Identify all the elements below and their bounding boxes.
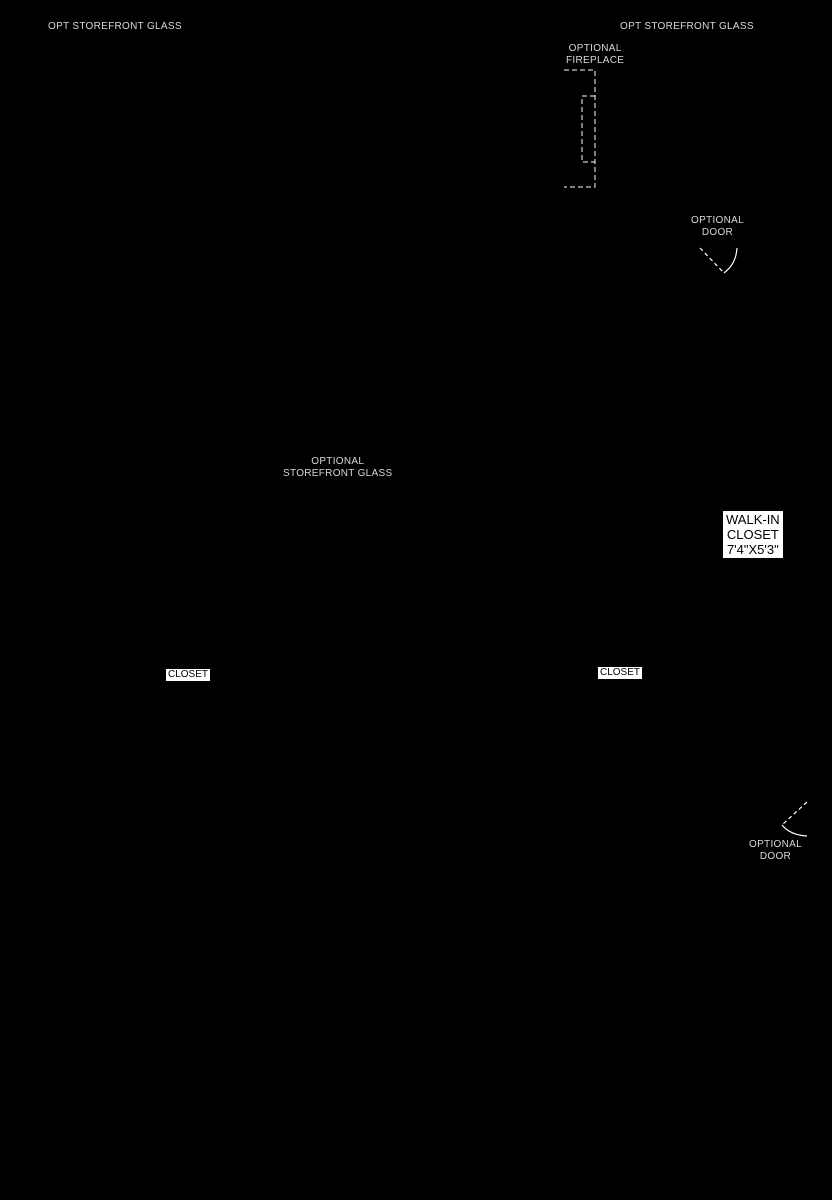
- optional-door-upper-label-line1: OPTIONAL: [691, 215, 744, 226]
- opt-storefront-glass-left-label: OPT STOREFRONT GLASS: [48, 21, 182, 32]
- walk-in-closet-tag: [723, 511, 783, 558]
- walk-in-closet-line1: WALK-IN: [726, 512, 780, 527]
- optional-storefront-glass-center-line2: STOREFRONT GLASS: [283, 468, 393, 479]
- door-swing-upper-icon: [696, 244, 742, 278]
- walk-in-closet-dimensions: 7'4"X5'3": [726, 542, 779, 557]
- door-swing-lower-icon: [776, 796, 816, 840]
- optional-door-upper-label: [691, 215, 744, 239]
- optional-door-lower-label-line1: OPTIONAL: [749, 839, 802, 850]
- optional-storefront-glass-center-label: [283, 456, 392, 480]
- optional-door-upper-label-line2: DOOR: [701, 227, 734, 238]
- fireplace-outline-icon: [558, 66, 602, 192]
- walk-in-closet-line2: CLOSET: [726, 527, 779, 542]
- closet-left-tag: CLOSET: [168, 669, 209, 680]
- opt-storefront-glass-right-label: OPT STOREFRONT GLASS: [620, 21, 754, 32]
- optional-fireplace-label: [566, 43, 624, 67]
- optional-door-lower-label-line2: DOOR: [759, 851, 792, 862]
- optional-storefront-glass-center-line1: OPTIONAL: [311, 456, 365, 467]
- optional-door-lower-label: [749, 839, 802, 863]
- optional-fireplace-label-line2: FIREPLACE: [566, 55, 625, 66]
- optional-fireplace-label-line1: OPTIONAL: [568, 43, 622, 54]
- closet-right-tag: CLOSET: [600, 667, 641, 678]
